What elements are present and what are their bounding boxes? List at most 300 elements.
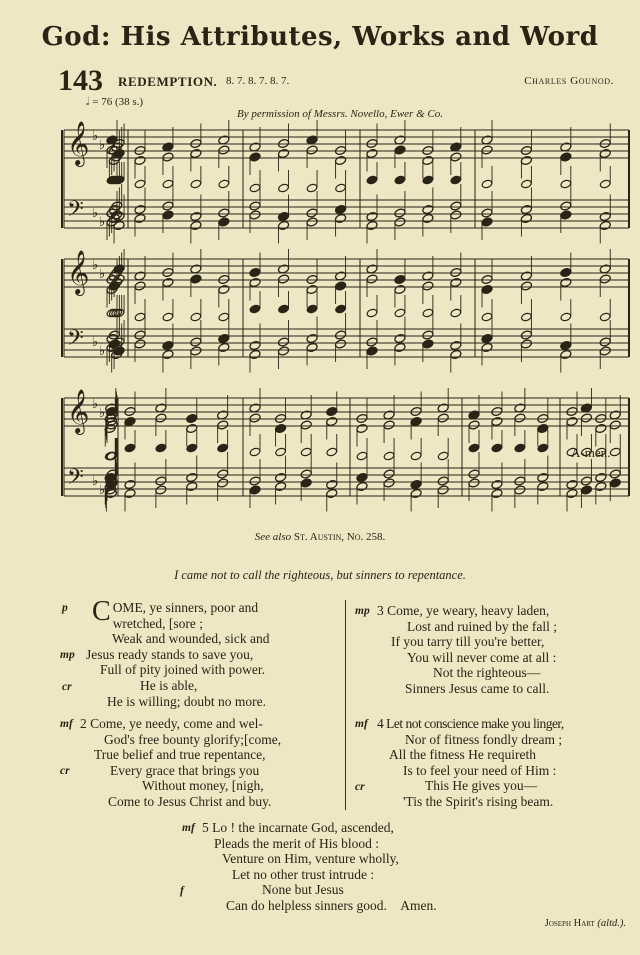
note-head	[566, 488, 578, 498]
verse-line: Can do helpless sinners good.	[226, 897, 387, 913]
note-head	[595, 413, 607, 423]
note-head	[335, 304, 347, 314]
note-head	[520, 330, 532, 340]
note-head	[155, 413, 167, 423]
note-head	[306, 284, 318, 294]
note-head	[155, 485, 167, 495]
note-head	[481, 145, 493, 155]
note-head	[422, 330, 434, 340]
note-head	[394, 342, 406, 352]
note-head	[217, 478, 229, 488]
bass-clef: 𝄢	[67, 326, 84, 356]
note-head	[218, 208, 230, 218]
verse-5	[180, 820, 522, 914]
note-head	[190, 312, 202, 322]
note-head	[334, 204, 346, 214]
note-head	[394, 208, 406, 218]
note-head	[249, 267, 261, 277]
note-head	[124, 488, 136, 498]
verse-line: wretched, [sore ;	[112, 615, 204, 631]
flat-sign: ♭	[99, 267, 106, 282]
note-head	[366, 220, 378, 230]
note-head	[249, 210, 261, 220]
note-head	[217, 469, 229, 479]
note-head	[356, 451, 368, 461]
note-head	[334, 155, 346, 165]
note-head	[249, 349, 261, 359]
note-head	[218, 312, 230, 322]
note-head	[249, 304, 261, 314]
note-head	[278, 183, 290, 193]
note-head	[277, 211, 289, 221]
note-head	[537, 472, 549, 482]
see-also-note	[0, 531, 640, 543]
note-head	[300, 420, 312, 430]
note-head	[218, 342, 230, 352]
note-head	[514, 413, 526, 423]
note-head	[190, 346, 202, 356]
note-head	[520, 155, 532, 165]
note-head	[609, 469, 621, 479]
verse-line: Without money, [nigh,	[142, 778, 264, 794]
note-head	[306, 304, 318, 314]
note-head	[450, 267, 462, 277]
note-head	[599, 179, 611, 189]
note-head	[481, 333, 493, 343]
verse-line: Every grace that brings you	[110, 762, 260, 778]
note-head	[566, 416, 578, 426]
dynamic-mark: cr	[62, 681, 72, 693]
verse-line: None but Jesus	[262, 882, 344, 898]
note-head	[300, 447, 312, 457]
note-head	[422, 204, 434, 214]
note-head	[491, 479, 503, 489]
note-head	[186, 423, 198, 433]
note-head	[326, 488, 338, 498]
permission-note: By permission of Messrs. Novello, Ewer & Co.	[237, 108, 443, 120]
note-head	[410, 479, 422, 489]
note-head	[249, 340, 261, 350]
note-head	[481, 208, 493, 218]
note-head	[306, 183, 318, 193]
note-head	[326, 479, 338, 489]
scripture-quote: I came not to call the righteous, but sinners to repentance.	[174, 568, 466, 582]
note-head	[335, 183, 347, 193]
note-head	[190, 211, 202, 221]
note-head	[134, 204, 146, 214]
note-head	[560, 340, 572, 350]
flat-sign: ♭	[92, 474, 99, 489]
note-head	[306, 145, 318, 155]
note-head	[410, 406, 422, 416]
note-head	[580, 476, 592, 486]
note-head	[334, 330, 346, 340]
flat-sign: ♭	[92, 206, 99, 221]
note-head	[410, 416, 422, 426]
note-head	[186, 472, 198, 482]
verse-line: Is to feel your need of Him :	[403, 762, 557, 778]
note-head	[599, 220, 611, 230]
note-head	[595, 423, 607, 433]
note-head	[162, 340, 174, 350]
note-head	[537, 413, 549, 423]
note-head	[274, 472, 286, 482]
note-head	[560, 267, 572, 277]
note-head	[560, 179, 572, 189]
note-head	[394, 175, 406, 185]
verse-1	[60, 596, 337, 709]
note-head	[326, 406, 338, 416]
note-head	[306, 217, 318, 227]
tempo-marking: 𝅗𝅥 = 76 (38 s.)	[86, 96, 144, 108]
verse-line: If you tarry till you're better,	[391, 634, 545, 650]
dynamic-mark: mf	[60, 718, 73, 730]
note-head	[277, 220, 289, 230]
tune-name: REDEMPTION.	[118, 74, 218, 89]
note-head	[162, 179, 174, 189]
verse-line: Weak and wounded, sick and	[112, 631, 270, 647]
note-head	[162, 277, 174, 287]
note-head	[218, 217, 230, 227]
note-head	[481, 274, 493, 284]
note-head	[566, 406, 578, 416]
note-head	[249, 201, 261, 211]
note-head	[450, 152, 462, 162]
note-head	[394, 274, 406, 284]
note-head	[366, 308, 378, 318]
note-head	[190, 138, 202, 148]
dynamic-mark: mf	[182, 822, 195, 834]
verse-line: All the fitness He requireth	[389, 747, 536, 763]
note-head	[190, 274, 202, 284]
note-head	[249, 152, 261, 162]
verse-line: Sinners Jesus came to call.	[405, 680, 550, 696]
verse-2	[60, 716, 342, 810]
note-head	[394, 217, 406, 227]
note-head	[520, 145, 532, 155]
note-head	[450, 340, 462, 350]
note-head	[481, 342, 493, 352]
note-head	[437, 476, 449, 486]
author-name: Joseph Hart	[544, 918, 595, 929]
note-head	[580, 485, 592, 495]
dynamic-mark: cr	[355, 781, 365, 793]
note-head	[560, 210, 572, 220]
note-head	[356, 423, 368, 433]
note-head	[383, 469, 395, 479]
note-head	[609, 420, 621, 430]
note-head	[306, 208, 318, 218]
note-head	[599, 312, 611, 322]
note-head	[366, 138, 378, 148]
note-head	[537, 481, 549, 491]
note-head	[186, 443, 198, 453]
note-head	[468, 469, 480, 479]
note-head	[481, 179, 493, 189]
note-head	[394, 145, 406, 155]
note-head	[422, 281, 434, 291]
note-head	[394, 333, 406, 343]
author-credit	[545, 918, 626, 929]
note-head	[190, 337, 202, 347]
note-head	[560, 152, 572, 162]
note-head	[277, 148, 289, 158]
note-head	[410, 451, 422, 461]
note-head	[134, 145, 146, 155]
note-head	[249, 485, 261, 495]
flat-sign: ♭	[99, 344, 106, 359]
dynamic-mark: mp	[60, 649, 75, 661]
verse-line: Full of pity joined with power.	[100, 662, 265, 678]
flat-sign: ♭	[99, 215, 106, 230]
dynamic-mark: f	[180, 885, 184, 897]
note-head	[366, 337, 378, 347]
note-head	[383, 478, 395, 488]
note-head	[300, 469, 312, 479]
note-head	[410, 488, 422, 498]
note-head	[520, 339, 532, 349]
see-also-ref: St. Austin, No. 258.	[293, 531, 386, 543]
note-head	[218, 145, 230, 155]
treble-clef: 𝄞	[67, 121, 90, 165]
dynamic-mark: cr	[60, 765, 70, 777]
note-head	[560, 201, 572, 211]
dynamic-mark: p	[62, 602, 68, 614]
note-head	[275, 447, 287, 457]
verse-line: You will never come at all :	[407, 649, 557, 665]
verse-line: 2 Come, ye needy, come and wel-	[80, 716, 263, 731]
dynamic-mark: mp	[355, 605, 370, 617]
note-head	[491, 488, 503, 498]
note-head	[124, 443, 136, 453]
note-head	[394, 284, 406, 294]
note-head	[599, 346, 611, 356]
note-head	[560, 312, 572, 322]
note-head	[249, 447, 261, 457]
note-head	[278, 304, 290, 314]
note-head	[356, 413, 368, 423]
verse-4	[355, 716, 635, 810]
note-head	[218, 179, 230, 189]
dynamic-mark: mf	[355, 718, 368, 730]
author-note: (altd.).	[597, 918, 626, 929]
note-head	[599, 211, 611, 221]
note-head	[334, 145, 346, 155]
note-head	[560, 349, 572, 359]
verse-line: Lost and ruined by the fall ;	[407, 618, 557, 634]
note-head	[334, 339, 346, 349]
note-head	[190, 179, 202, 189]
note-head	[274, 481, 286, 491]
flat-sign: ♭	[92, 258, 99, 273]
note-head	[520, 281, 532, 291]
note-head	[162, 312, 174, 322]
note-head	[520, 213, 532, 223]
note-head	[537, 423, 549, 433]
verse-line: 3 Come, ye weary, heavy laden,	[377, 603, 550, 618]
verse-line: Venture on Him, venture wholly,	[222, 851, 399, 867]
note-head	[560, 277, 572, 287]
verse-line: OME, ye sinners, poor and	[112, 600, 259, 615]
note-head	[366, 346, 378, 356]
note-head	[422, 145, 434, 155]
note-head	[134, 281, 146, 291]
note-head	[468, 443, 480, 453]
note-head	[274, 413, 286, 423]
note-head	[422, 155, 434, 165]
note-head	[277, 138, 289, 148]
note-head	[468, 420, 480, 430]
note-head	[437, 451, 449, 461]
note-head	[277, 337, 289, 347]
note-head	[186, 481, 198, 491]
verse-line: 'Tis the Spirit's rising beam.	[403, 793, 554, 809]
note-head	[277, 274, 289, 284]
note-head	[249, 277, 261, 287]
note-head	[134, 155, 146, 165]
note-head	[595, 472, 607, 482]
note-head	[190, 220, 202, 230]
note-head	[249, 413, 261, 423]
note-head	[599, 148, 611, 158]
note-head	[306, 274, 318, 284]
note-head	[450, 349, 462, 359]
note-head	[422, 213, 434, 223]
note-head	[249, 183, 261, 193]
drop-cap: C	[92, 596, 111, 627]
note-head	[450, 308, 462, 318]
note-head	[383, 420, 395, 430]
note-head	[217, 443, 229, 453]
note-head	[595, 481, 607, 491]
note-head	[134, 312, 146, 322]
note-head	[366, 211, 378, 221]
note-head	[356, 472, 368, 482]
note-head	[300, 478, 312, 488]
note-head	[599, 337, 611, 347]
note-head	[134, 213, 146, 223]
note-head	[599, 274, 611, 284]
note-head	[520, 204, 532, 214]
note-head	[249, 476, 261, 486]
note-head	[366, 274, 378, 284]
note-head	[491, 406, 503, 416]
note-head	[450, 277, 462, 287]
flat-sign: ♭	[99, 483, 106, 498]
flat-sign: ♭	[92, 129, 99, 144]
amen-label: A-men.	[571, 445, 611, 460]
note-head	[491, 443, 503, 453]
note-head	[334, 213, 346, 223]
note-head	[134, 339, 146, 349]
flat-sign: ♭	[92, 335, 99, 350]
note-head	[277, 346, 289, 356]
hymn-number: 143	[58, 64, 103, 97]
section-title: God: His Attributes, Works and Word	[41, 22, 599, 52]
note-head	[124, 406, 136, 416]
note-head	[334, 281, 346, 291]
verse-line: He is able,	[140, 677, 198, 693]
column-divider	[345, 600, 346, 810]
note-head	[481, 284, 493, 294]
note-head	[609, 447, 621, 457]
verse-line: 5 Lo ! the incarnate God, ascended,	[202, 820, 394, 835]
note-head	[218, 274, 230, 284]
note-head	[491, 416, 503, 426]
meter: 8. 7. 8. 7. 8. 7.	[226, 75, 290, 87]
flat-sign: ♭	[99, 406, 106, 421]
note-head	[218, 284, 230, 294]
verse-line: God's free bounty glorify;[come,	[104, 731, 282, 747]
note-head	[599, 138, 611, 148]
note-head	[366, 148, 378, 158]
amen-text: Amen.	[400, 897, 437, 913]
verse-line: Not the righteous—	[433, 665, 541, 681]
flat-sign: ♭	[99, 138, 106, 153]
note-head	[274, 423, 286, 433]
note-head	[217, 420, 229, 430]
note-head	[124, 416, 136, 426]
note-head	[356, 481, 368, 491]
note-head	[162, 349, 174, 359]
note-head	[537, 443, 549, 453]
note-head	[162, 267, 174, 277]
note-head	[437, 413, 449, 423]
note-head	[162, 210, 174, 220]
composer: Charles Gounod.	[524, 75, 614, 87]
note-head	[134, 330, 146, 340]
verse-3	[355, 603, 632, 697]
verse-line: Pleads the merit of His blood :	[214, 835, 379, 851]
note-head	[580, 413, 592, 423]
verse-line: Jesus ready stands to save you,	[86, 646, 254, 662]
note-head	[422, 175, 434, 185]
verse-line: Let no other trust intrude :	[232, 866, 375, 882]
note-head	[468, 478, 480, 488]
note-head	[481, 217, 493, 227]
note-head	[394, 308, 406, 318]
treble-clef: 𝄞	[67, 389, 90, 433]
note-head	[218, 333, 230, 343]
note-head	[383, 451, 395, 461]
note-head	[514, 476, 526, 486]
note-head	[514, 443, 526, 453]
note-head	[306, 342, 318, 352]
flat-sign: ♭	[92, 397, 99, 412]
note-head	[326, 447, 338, 457]
verse-line: True belief and true repentance,	[94, 747, 266, 763]
note-head	[481, 312, 493, 322]
verse-line: 4 Let not conscience make you linger,	[377, 716, 564, 731]
note-head	[450, 175, 462, 185]
note-head	[155, 443, 167, 453]
note-head	[450, 210, 462, 220]
note-head	[134, 179, 146, 189]
note-head	[437, 485, 449, 495]
note-head	[366, 175, 378, 185]
note-head	[521, 179, 533, 189]
note-head	[162, 152, 174, 162]
note-head	[190, 148, 202, 158]
note-head	[422, 339, 434, 349]
note-head	[514, 485, 526, 495]
note-head	[422, 308, 434, 318]
note-head	[521, 312, 533, 322]
verse-line: He is willing; doubt no more.	[107, 693, 266, 709]
note-head	[609, 478, 621, 488]
note-head	[186, 413, 198, 423]
bass-clef: 𝄢	[67, 465, 84, 495]
